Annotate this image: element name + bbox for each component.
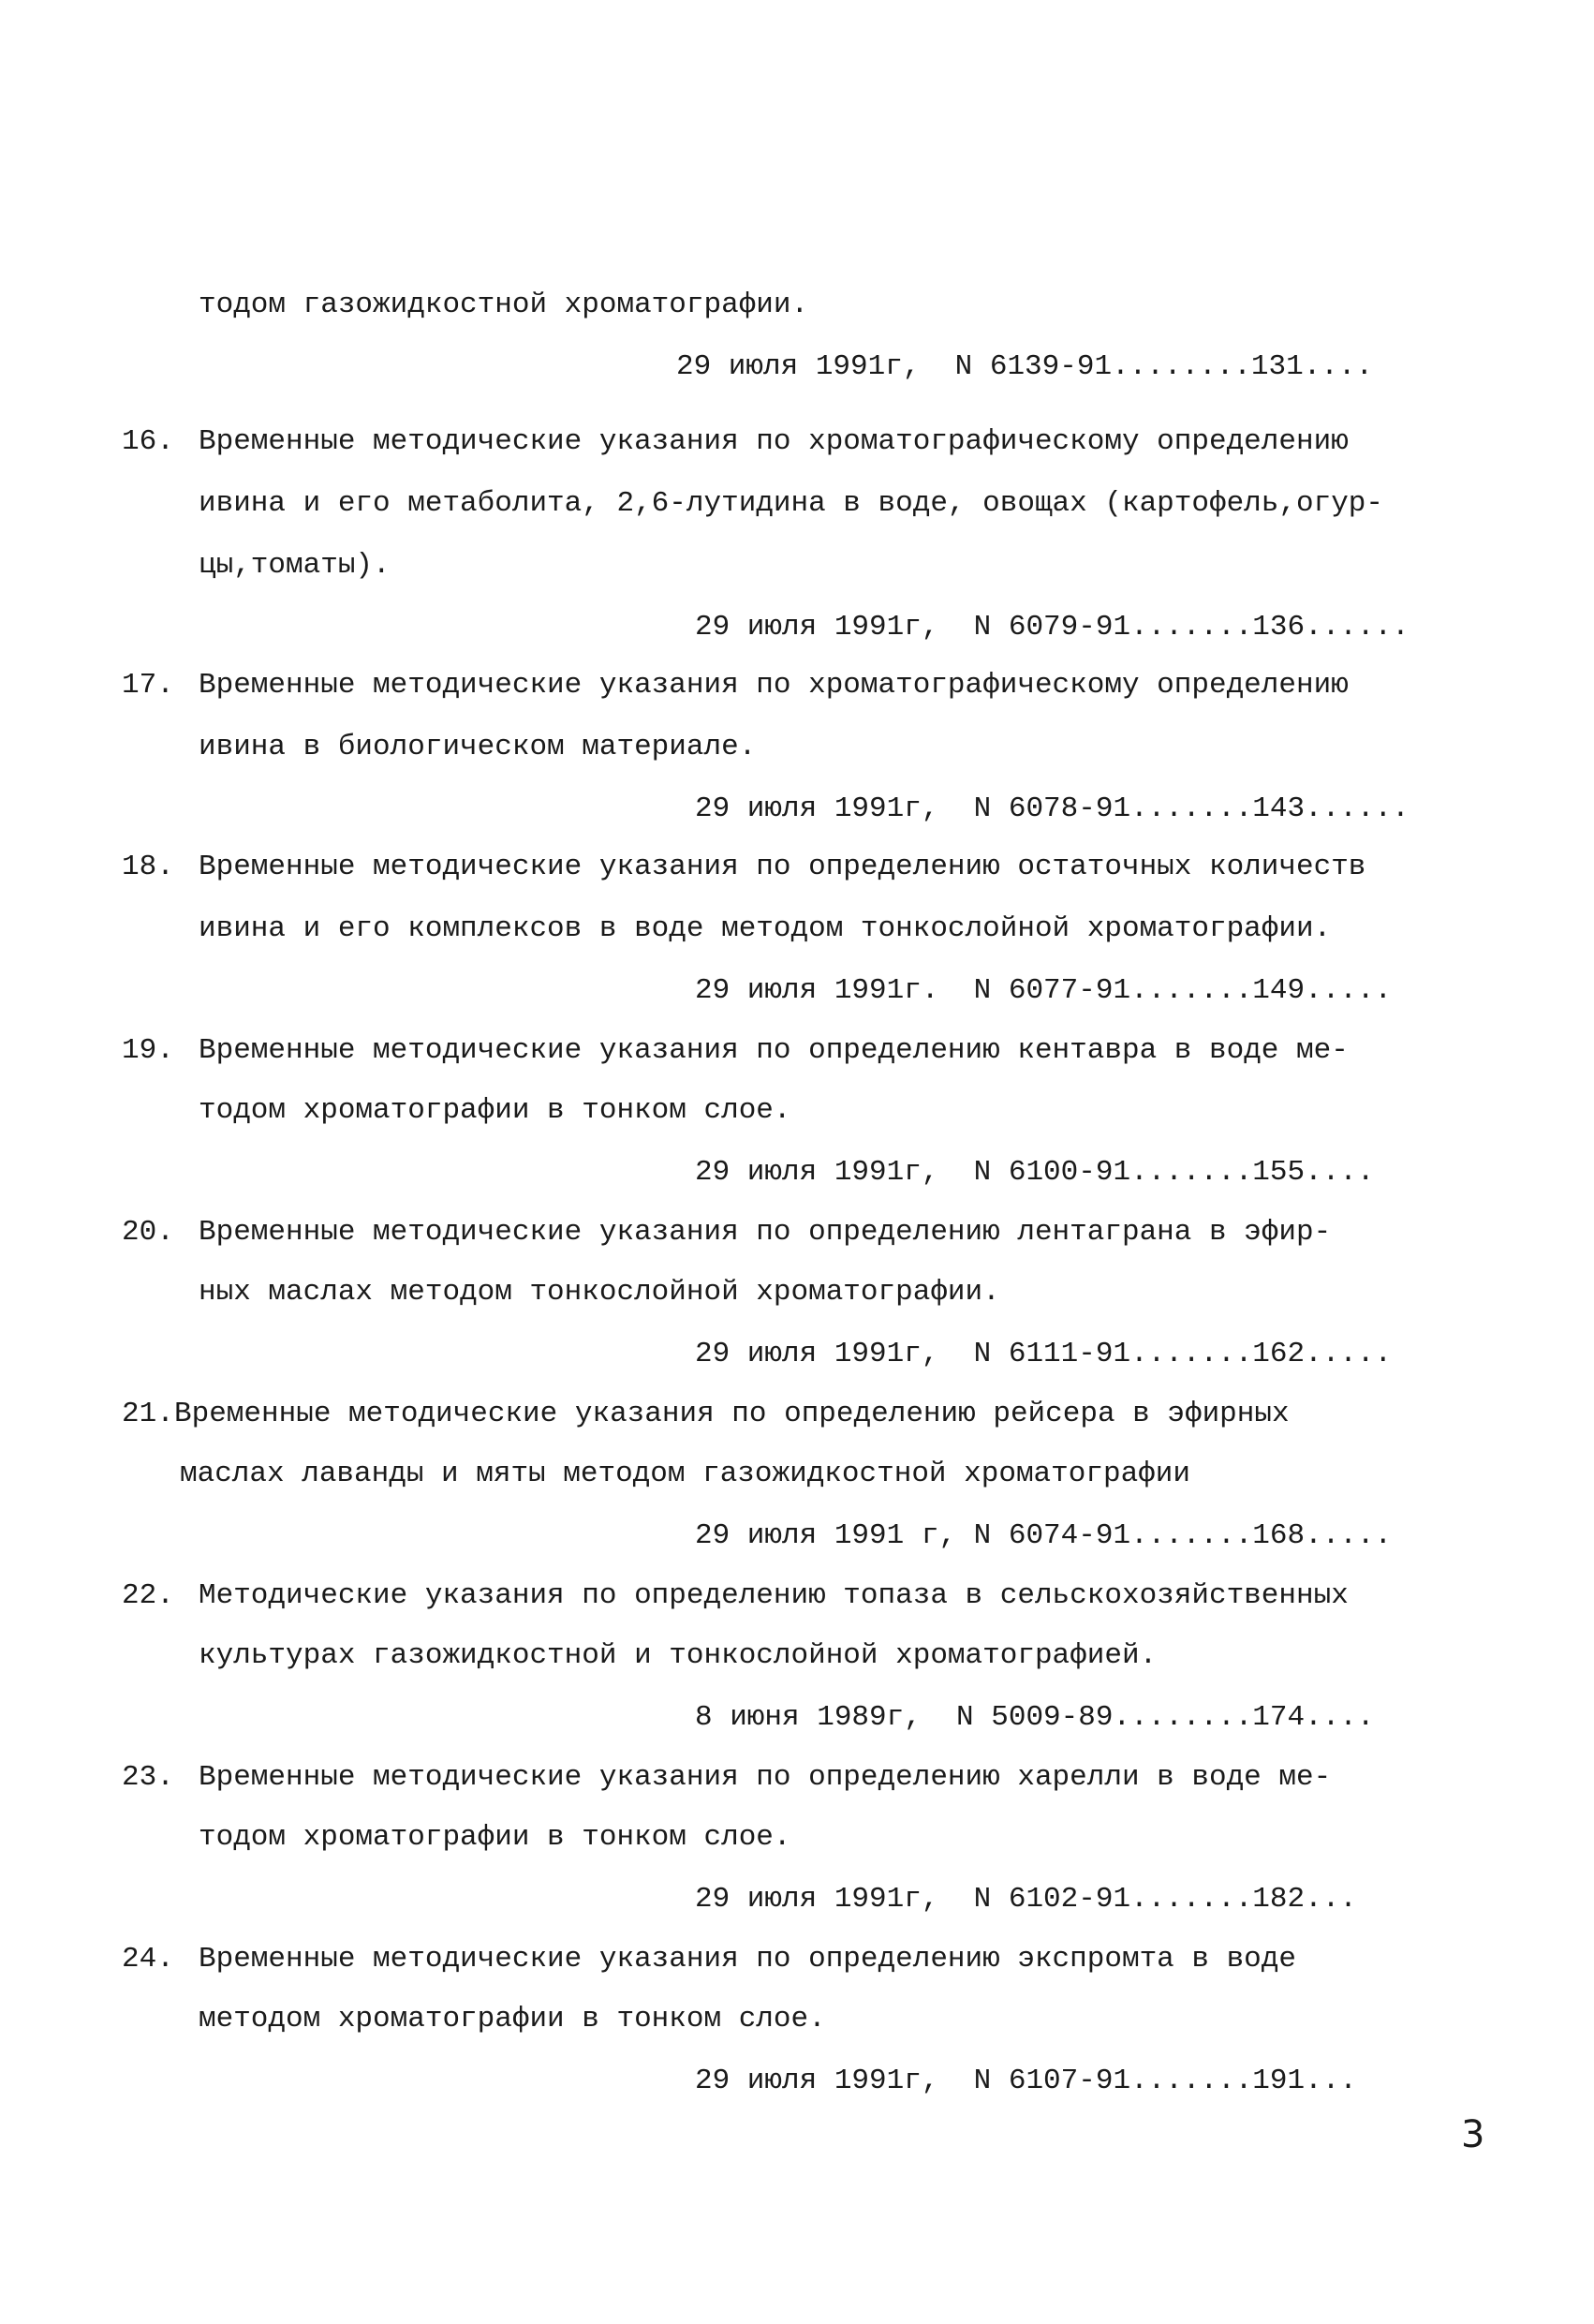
entry-ref: 29 июля 1991г, N 6100-91.......155.... [695,1156,1375,1189]
page-number: 3 [1461,2113,1485,2156]
entry-number: 22. [122,1579,174,1612]
entry-line: маслах лаванды и мяты методом газожидкостной хроматографии [180,1458,1190,1490]
entry-line: цы,томаты). [199,549,391,582]
entry-ref: 29 июля 1991г, N 6078-91.......143...... [695,792,1410,825]
entry-number: 23. [122,1761,174,1794]
entry-ref: 8 июня 1989г, N 5009-89........174.... [695,1701,1375,1734]
entry-line: тодом хроматографии в тонком слое. [199,1821,791,1854]
entry-ref: 29 июля 1991 г, N 6074-91.......168..... [695,1519,1393,1552]
entry-line: ивина в биологическом материале. [199,731,757,763]
entry-number: 20. [122,1216,174,1249]
entry-line: Временные методические указания по хроматографическому определению [199,669,1349,702]
entry-ref: 29 июля 1991г. N 6077-91.......149..... [695,974,1393,1007]
entry-number: 19. [122,1034,174,1067]
entry-line: Временные методические указания по определению кентавра в воде ме- [199,1034,1349,1067]
entry-line: Временные методические указания по определению остаточных количеств [199,851,1366,883]
continuation-ref: 29 июля 1991г, N 6139-91........131.... [676,350,1374,383]
entry-line: культурах газожидкостной и тонкослойной хроматографией. [199,1639,1158,1672]
entry-number: 24. [122,1943,174,1976]
entry-line: ивина и его комплексов в воде методом тонкослойной хроматографии. [199,912,1332,945]
entry-ref: 29 июля 1991г, N 6102-91.......182... [695,1883,1357,1916]
entry-line: Временные методические указания по определению лентаграна в эфир- [199,1216,1332,1249]
entry-line: тодом хроматографии в тонком слое. [199,1094,791,1127]
continuation-text: тодом газожидкостной хроматографии. [199,289,809,321]
entry-line: Временные методические указания по определению экспромта в воде [199,1943,1296,1976]
entry-line: методом хроматографии в тонком слое. [199,2003,826,2035]
entry-number: 17. [122,669,174,702]
entry-ref: 29 июля 1991г, N 6107-91.......191... [695,2065,1357,2097]
entry-ref: 29 июля 1991г, N 6079-91.......136...... [695,611,1410,644]
entry-line: Методические указания по определению топаза в сельскохозяйственных [199,1579,1349,1612]
entry-line: ных маслах методом тонкослойной хроматографии. [199,1276,1000,1309]
entry-ref: 29 июля 1991г, N 6111-91.......162..... [695,1338,1393,1370]
entry-number: 16. [122,425,174,458]
entry-number: 21. [122,1398,174,1430]
entry-line: Временные методические указания по определению рейсера в эфирных [174,1398,1290,1430]
entry-line: ивина и его метаболита, 2,6-лутидина в воде, овощах (картофель,огур- [199,487,1384,520]
entry-line: Временные методические указания по определению харелли в воде ме- [199,1761,1332,1794]
entry-line: Временные методические указания по хроматографическому определению [199,425,1349,458]
entry-number: 18. [122,851,174,883]
